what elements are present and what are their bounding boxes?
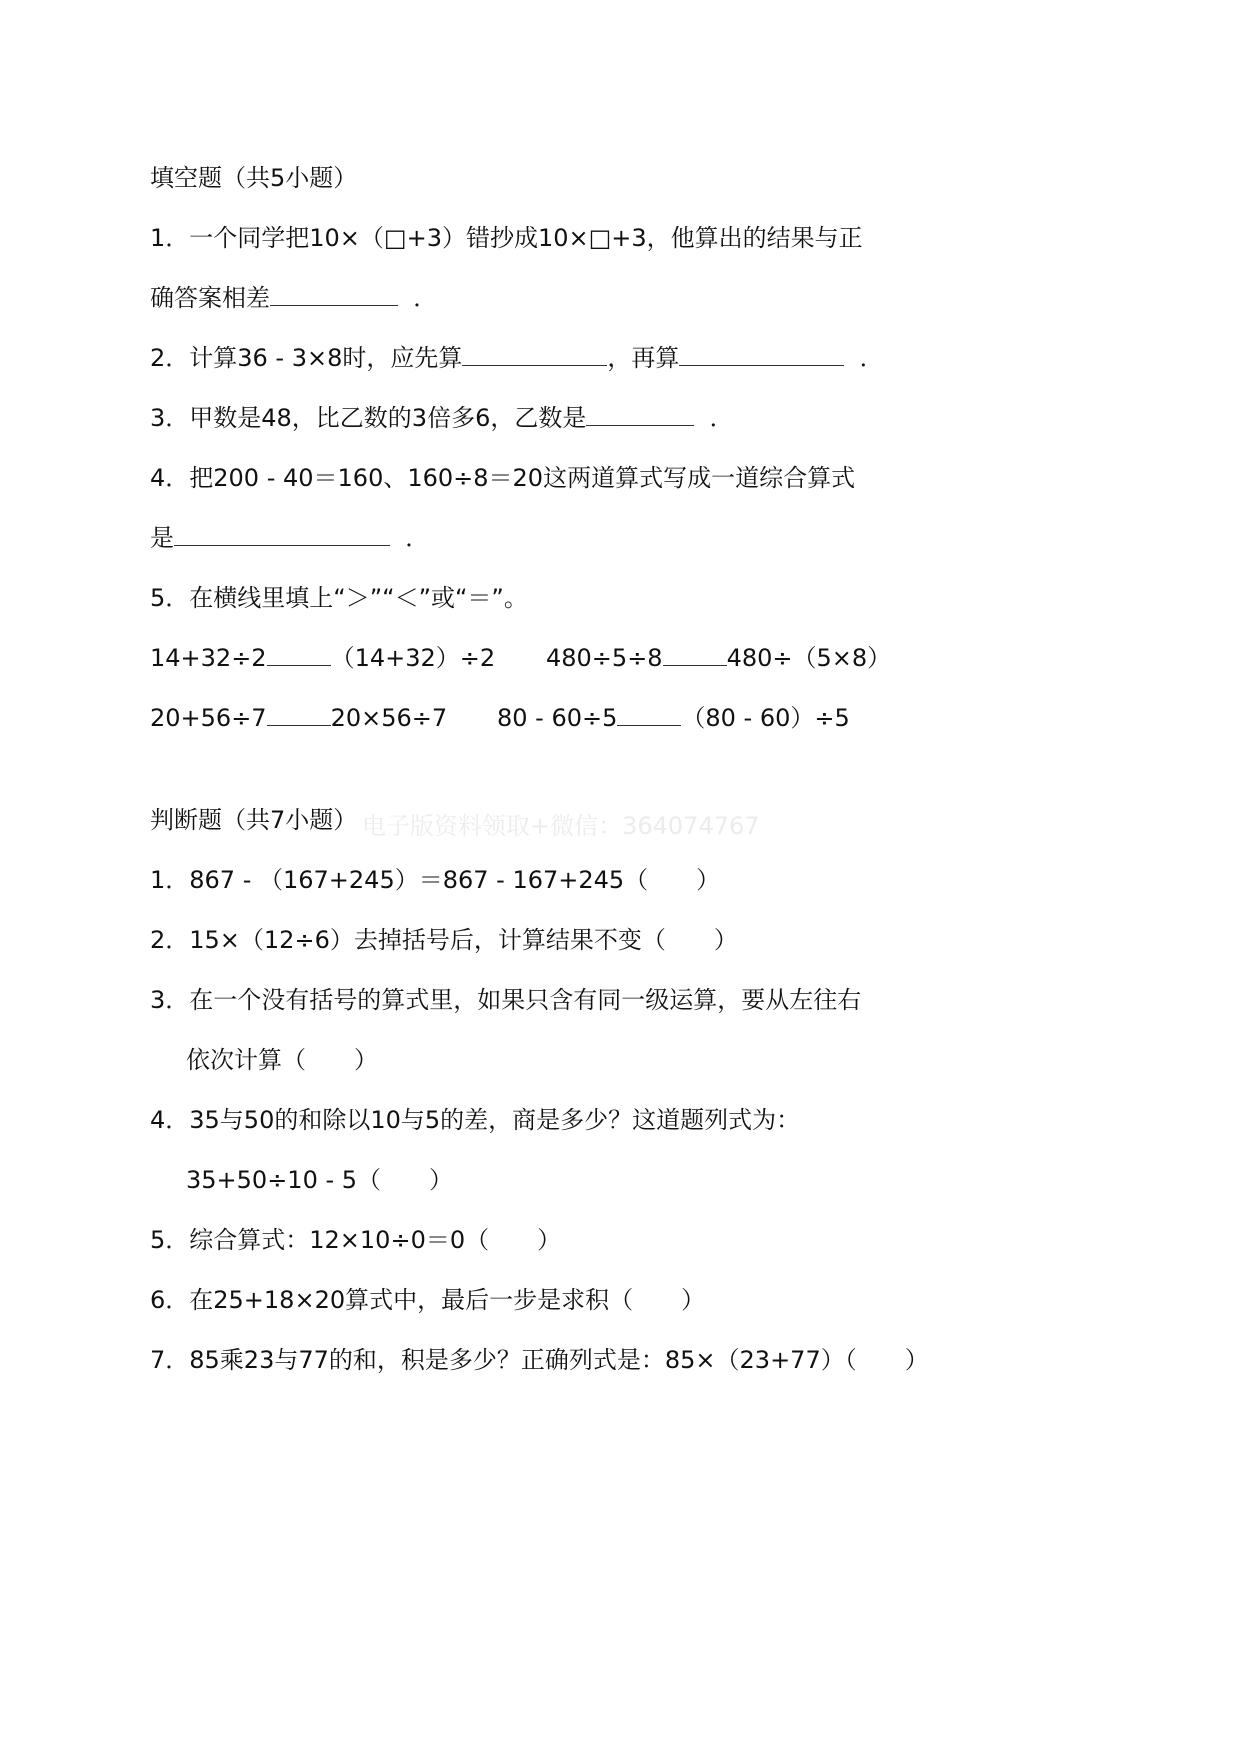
fill-q1-line1: 1．一个同学把10×（□+3）错抄成10×□+3，他算出的结果与正 bbox=[150, 224, 863, 252]
expr: 80 - 60÷5 bbox=[497, 704, 618, 732]
period: ． bbox=[859, 344, 884, 372]
judge-q1: 1．867 - （167+245）＝867 - 167+245（ ） bbox=[150, 866, 721, 894]
judge-q3-line1: 3．在一个没有括号的算式里，如果只含有同一级运算，要从左往右 bbox=[150, 986, 862, 1014]
judge-q2: 2．15×（12÷6）去掉括号后，计算结果不变（ ） bbox=[150, 926, 738, 954]
period: ． bbox=[405, 524, 430, 552]
fill-q4-line1: 4．把200 - 40＝160、160÷8＝20这两道算式写成一道综合算式 bbox=[150, 464, 856, 492]
answer-blank[interactable] bbox=[679, 343, 844, 366]
period: ． bbox=[413, 284, 438, 312]
fill-q5: 5．在横线里填上“＞”“＜”或“＝”。 bbox=[150, 584, 528, 612]
fill-section-title: 填空题（共5小题） bbox=[150, 164, 358, 192]
answer-blank[interactable] bbox=[267, 643, 331, 666]
expr: 480÷（5×8） bbox=[726, 644, 892, 672]
expr: （14+32）÷2 bbox=[330, 644, 496, 672]
expr: 20×56÷7 bbox=[330, 704, 448, 732]
fill-q4-line2 bbox=[150, 523, 429, 553]
fill-q3 bbox=[150, 403, 734, 433]
answer-blank[interactable] bbox=[267, 703, 331, 726]
q2-text-2: ，再算 bbox=[607, 344, 680, 372]
expr: （80 - 60）÷5 bbox=[681, 704, 850, 732]
answer-blank[interactable] bbox=[586, 403, 694, 426]
answer-blank[interactable] bbox=[663, 643, 727, 666]
compare-row-2b bbox=[497, 703, 850, 733]
judge-section-title: 判断题（共7小题） bbox=[150, 806, 358, 834]
compare-row-2a bbox=[150, 703, 447, 733]
judge-q7: 7．85乘23与77的和，积是多少？正确列式是：85×（23+77）（ ） bbox=[150, 1346, 929, 1374]
fill-q1-line2 bbox=[150, 283, 437, 313]
judge-q3-line2: 依次计算（ ） bbox=[186, 1046, 378, 1074]
fill-q2 bbox=[150, 343, 884, 373]
expr: 480÷5÷8 bbox=[546, 644, 663, 672]
answer-blank[interactable] bbox=[617, 703, 681, 726]
period: ． bbox=[709, 404, 734, 432]
watermark: 电子版资料领取+微信：364074767 bbox=[362, 812, 760, 840]
compare-row-1a bbox=[150, 643, 495, 673]
judge-q5: 5．综合算式：12×10÷0＝0（ ） bbox=[150, 1226, 562, 1254]
judge-q4-line2: 35+50÷10 - 5（ ） bbox=[186, 1166, 454, 1194]
compare-row-1b bbox=[546, 643, 891, 673]
q1-text: 确答案相差 bbox=[150, 284, 270, 312]
expr: 14+32÷2 bbox=[150, 644, 267, 672]
q3-text: 3．甲数是48，比乙数的3倍多6，乙数是 bbox=[150, 404, 587, 432]
judge-q6: 6．在25+18×20算式中，最后一步是求积（ ） bbox=[150, 1286, 706, 1314]
q2-text: 2．计算36 - 3×8时，应先算 bbox=[150, 344, 463, 372]
answer-blank[interactable] bbox=[174, 523, 390, 546]
answer-blank[interactable] bbox=[462, 343, 607, 366]
answer-blank[interactable] bbox=[270, 283, 398, 306]
expr: 20+56÷7 bbox=[150, 704, 267, 732]
q4-text: 是 bbox=[150, 524, 174, 552]
judge-q4-line1: 4．35与50的和除以10与5的差，商是多少？这道题列式为： bbox=[150, 1106, 801, 1134]
